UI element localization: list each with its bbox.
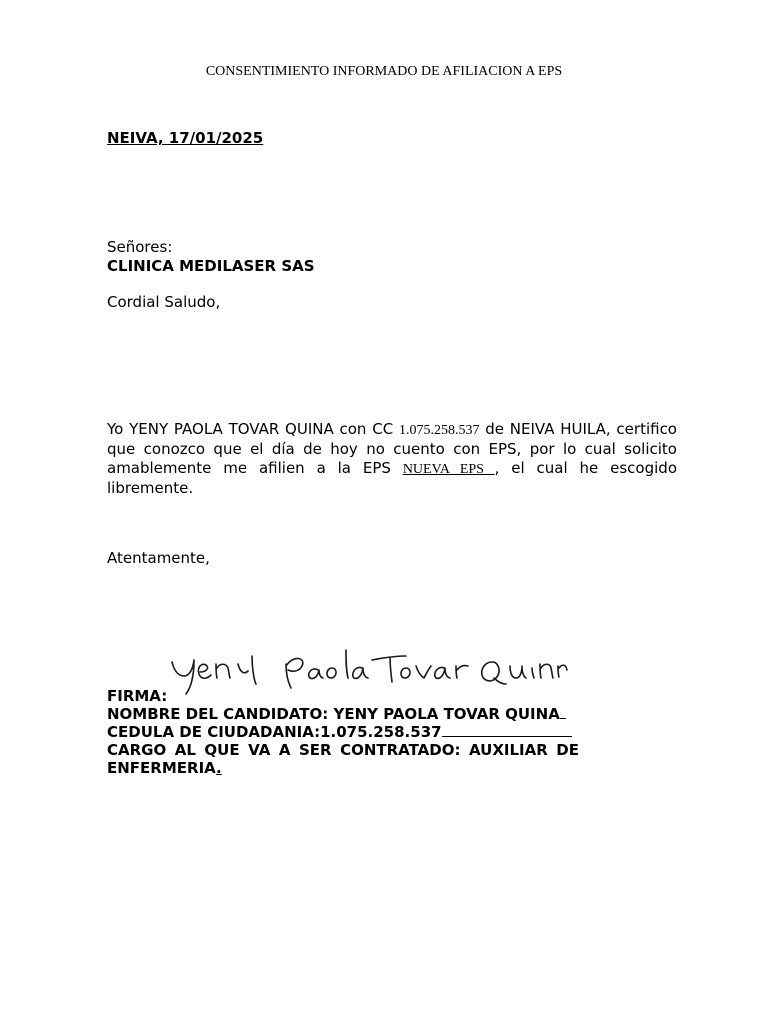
cedula-line: [107, 723, 579, 741]
cargo-end-mark: .: [216, 759, 222, 777]
body-paragraph: [107, 420, 677, 498]
nombre-line: [107, 705, 579, 723]
salutation-block: [107, 238, 315, 276]
nombre-text: NOMBRE DEL CANDIDATO: YENY PAOLA TOVAR QUINA: [107, 705, 560, 723]
body-part-1: Yo YENY PAOLA TOVAR QUINA con CC: [107, 420, 399, 438]
cedula-underline: [442, 724, 572, 737]
closing-text: Atentamente,: [107, 549, 210, 567]
firma-label: FIRMA:: [107, 687, 168, 705]
cargo-line: CARGO AL QUE VA A SER CONTRATADO: AUXILIAR DE: [107, 741, 579, 759]
date-line: NEIVA, 17/01/2025: [107, 129, 264, 147]
cargo-text-2: ENFERMERIA: [107, 759, 217, 777]
nombre-underline: [560, 706, 566, 719]
signature-block: [107, 687, 579, 777]
body-part-2: de NEIVA HUILA, certifico que conozco que el día de hoy no cuento con EPS, por lo cual solicito amablemente me afilien a la EPS: [107, 420, 677, 477]
body-part-3: , el cual he escogido libremente.: [107, 459, 677, 497]
cargo-line-2: [107, 759, 579, 777]
greeting-text: Cordial Saludo,: [107, 293, 221, 311]
recipient-name: CLINICA MEDILASER SAS: [107, 257, 315, 275]
document-title: CONSENTIMIENTO INFORMADO DE AFILIACION A EPS: [205, 64, 563, 79]
cc-number: 1.075.258.537: [398, 423, 480, 438]
firma-line: [107, 687, 579, 705]
salutation-text: Señores:: [107, 238, 173, 256]
cedula-text: CEDULA DE CIUDADANIA:1.075.258.537: [107, 723, 442, 741]
eps-name: NUEVA EPS: [402, 462, 495, 477]
